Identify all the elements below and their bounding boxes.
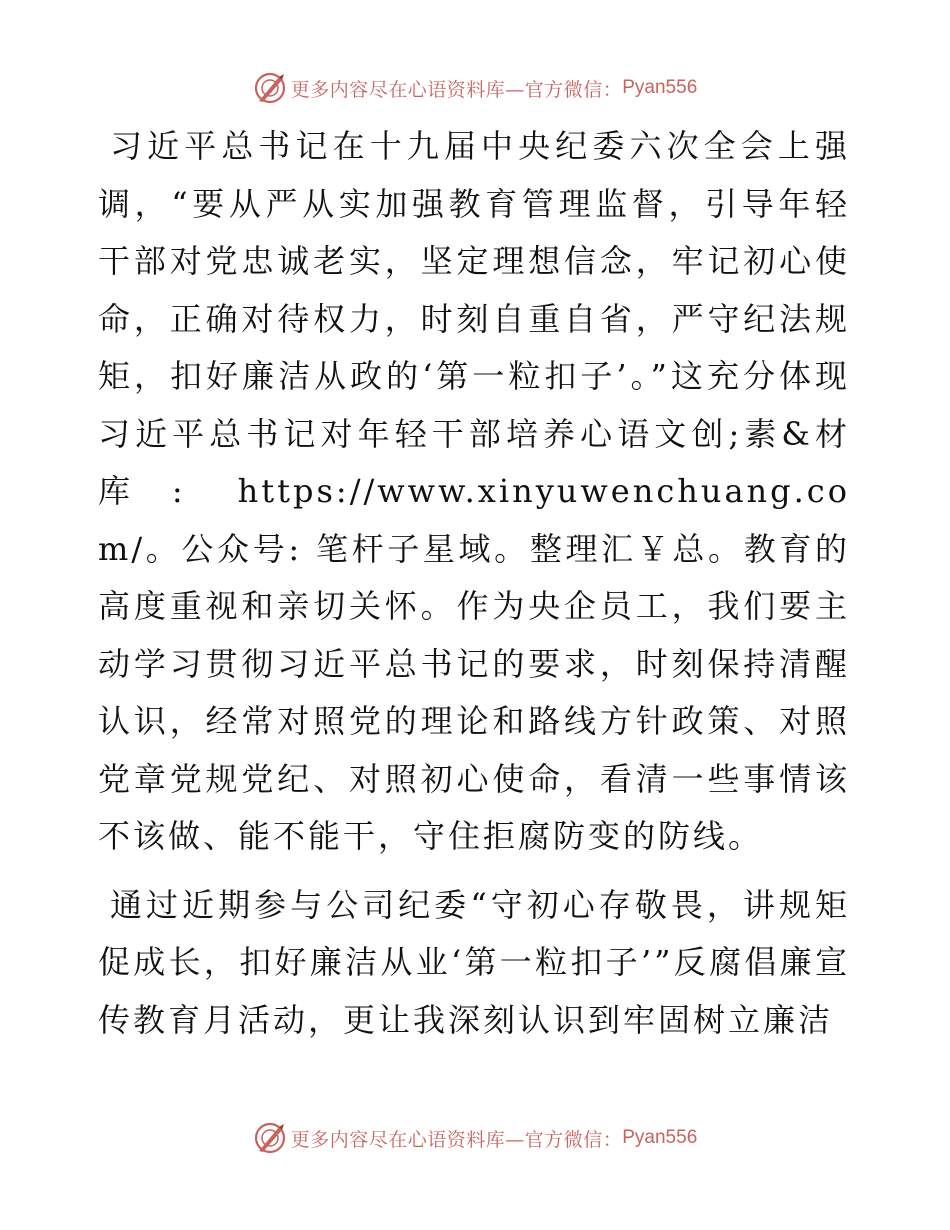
banner-text: 更多内容尽在心语资料库—官方微信：: [290, 1128, 623, 1151]
footer-watermark-banner: [0, 1118, 950, 1158]
banner-text: 更多内容尽在心语资料库—官方微信：: [290, 78, 623, 101]
paragraph-1: 习近平总书记在十九届中央纪委六次全会上强调，“要从严从实加强教育管理监督，引导年轻干部对党忠诚老实，坚定理想信念，牢记初心使命，正确对待权力，时刻自重自省，严守纪法规矩，扣好廉洁从政的‘第一粒扣子’。”这充分体现习近平总书记对年轻干部培养心语文创;素&材库: https://www.xinyuwenchuang.com/。公众号: 笔杆子星域。整理汇￥总。教育的高度重视和亲切关怀。作为央企员工，我们要主动学习贯彻习近平总书记的要求，时刻保持清醒认识，经常对照党的理论和路线方针政策、对照党章党规党纪、对照初心使命，看清一些事情该不该做、能不能干，守住拒腐防变的防线。: [98, 127, 850, 855]
logo-quill-icon: [253, 71, 287, 105]
banner-wechat-id: Pyan556: [622, 77, 698, 98]
logo-quill-icon: [253, 1121, 287, 1155]
header-watermark-banner: [0, 68, 950, 108]
document-body: [98, 118, 850, 1049]
banner-wechat-id: Pyan556: [622, 1127, 698, 1148]
paragraph-2: 通过近期参与公司纪委“守初心存敬畏，讲规矩促成长，扣好廉洁从业‘第一粒扣子’”反腐倡廉宣传教育月活动，更让我深刻认识到牢固树立廉洁: [98, 885, 850, 1039]
